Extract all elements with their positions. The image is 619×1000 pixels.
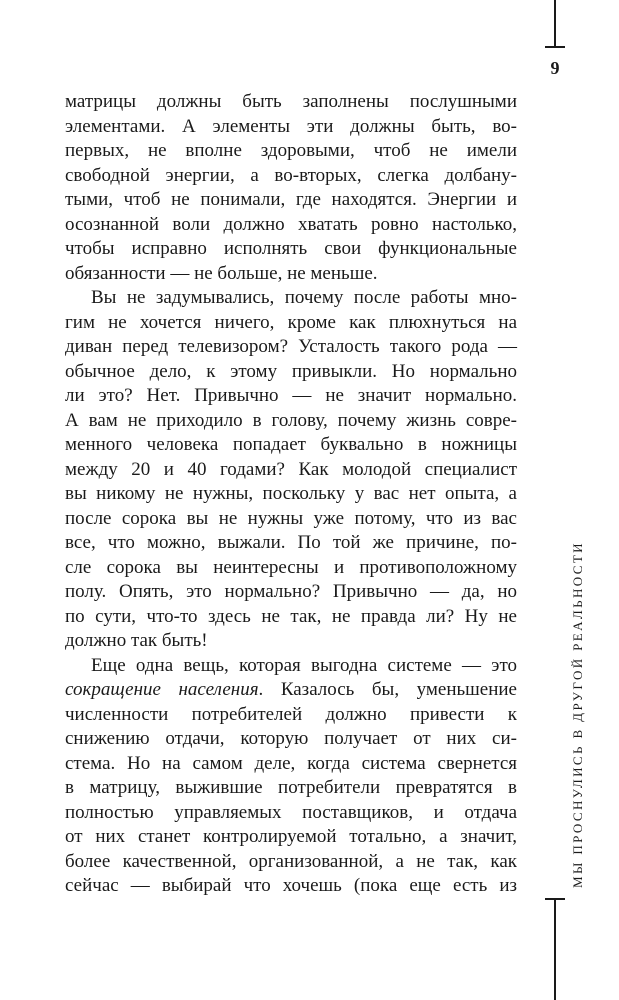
text-line: обязанности — не больше, не меньше. bbox=[65, 262, 378, 284]
paragraph-1 bbox=[65, 90, 517, 286]
bottom-vertical-rule bbox=[554, 898, 556, 1000]
text-line: от них станет контролируемой тотально, а значит, bbox=[65, 826, 517, 847]
page-number: 9 bbox=[550, 58, 560, 78]
top-rule-tick bbox=[545, 46, 565, 48]
emphasized-phrase: сокращение населения bbox=[65, 679, 259, 700]
text-fragment: . Казалось бы, уменьшение bbox=[258, 679, 517, 700]
text-line: А вам не приходило в голову, почему жизнь совре- bbox=[65, 409, 517, 431]
paragraph-2 bbox=[65, 286, 517, 654]
paragraph-3 bbox=[65, 654, 517, 899]
text-line: полу. Опять, это нормально? Привычно — да, но bbox=[65, 581, 517, 602]
text-line: Еще одна вещь, которая выгодна системе — это bbox=[91, 654, 517, 676]
text-line: между 20 и 40 годами? Как молодой специалист bbox=[65, 458, 517, 480]
text-line: все, что можно, выжали. По той же причине, по- bbox=[65, 532, 517, 553]
text-line: Вы не задумывались, почему после работы мно- bbox=[91, 287, 517, 308]
text-line: стема. Но на самом деле, когда система свернется bbox=[65, 752, 517, 774]
text-line: ли это? Нет. Привычно — не значит нормально. bbox=[65, 385, 517, 406]
text-line: вы никому не нужны, поскольку у вас нет опыта, а bbox=[65, 483, 517, 504]
text-line: тыми, чтоб не понимали, где находятся. Энергии и bbox=[65, 189, 517, 210]
text-line bbox=[65, 678, 517, 703]
text-line: должно так быть! bbox=[65, 630, 208, 651]
text-line: элементами. А элементы эти должны быть, во- bbox=[65, 115, 517, 137]
text-line: сейчас — выбирай что хочешь (пока еще есть из bbox=[65, 875, 517, 896]
text-line: менного человека попадает буквально в ножницы bbox=[65, 434, 517, 455]
top-vertical-rule bbox=[554, 0, 556, 46]
running-head: МЫ ПРОСНУЛИСЬ В ДРУГОЙ РЕАЛЬНОСТИ bbox=[570, 541, 585, 888]
text-line: чтобы исправно исполнять свои функциональные bbox=[65, 238, 517, 259]
text-line: полностью управляемых поставщиков, и отдача bbox=[65, 801, 517, 823]
text-line: гим не хочется ничего, кроме как плюхнуться на bbox=[65, 311, 517, 333]
text-line: сле сорока вы неинтересны и противоположному bbox=[65, 556, 517, 578]
text-line: численности потребителей должно привести к bbox=[65, 703, 517, 725]
text-line: матрицы должны быть заполнены послушными bbox=[65, 91, 517, 112]
text-line: свободной энергии, а во-вторых, слегка долбану- bbox=[65, 164, 517, 186]
text-line: снижению отдачи, которую получает от них си- bbox=[65, 728, 517, 749]
text-line: по сути, что-то здесь не так, не правда ли? Ну не bbox=[65, 605, 517, 627]
text-line: осознанной воли должно хватать ровно настолько, bbox=[65, 213, 517, 235]
text-line: в матрицу, выжившие потребители превратятся в bbox=[65, 777, 517, 798]
text-line: более качественной, организованной, а не так, как bbox=[65, 850, 517, 872]
text-line: первых, не вполне здоровыми, чтоб не имели bbox=[65, 140, 517, 161]
text-line: обычное дело, к этому привыкли. Но нормально bbox=[65, 360, 517, 382]
text-line: после сорока вы не нужны уже потому, что из вас bbox=[65, 507, 517, 529]
text-line: диван перед телевизором? Усталость такого рода — bbox=[65, 336, 517, 357]
body-text bbox=[65, 90, 517, 899]
